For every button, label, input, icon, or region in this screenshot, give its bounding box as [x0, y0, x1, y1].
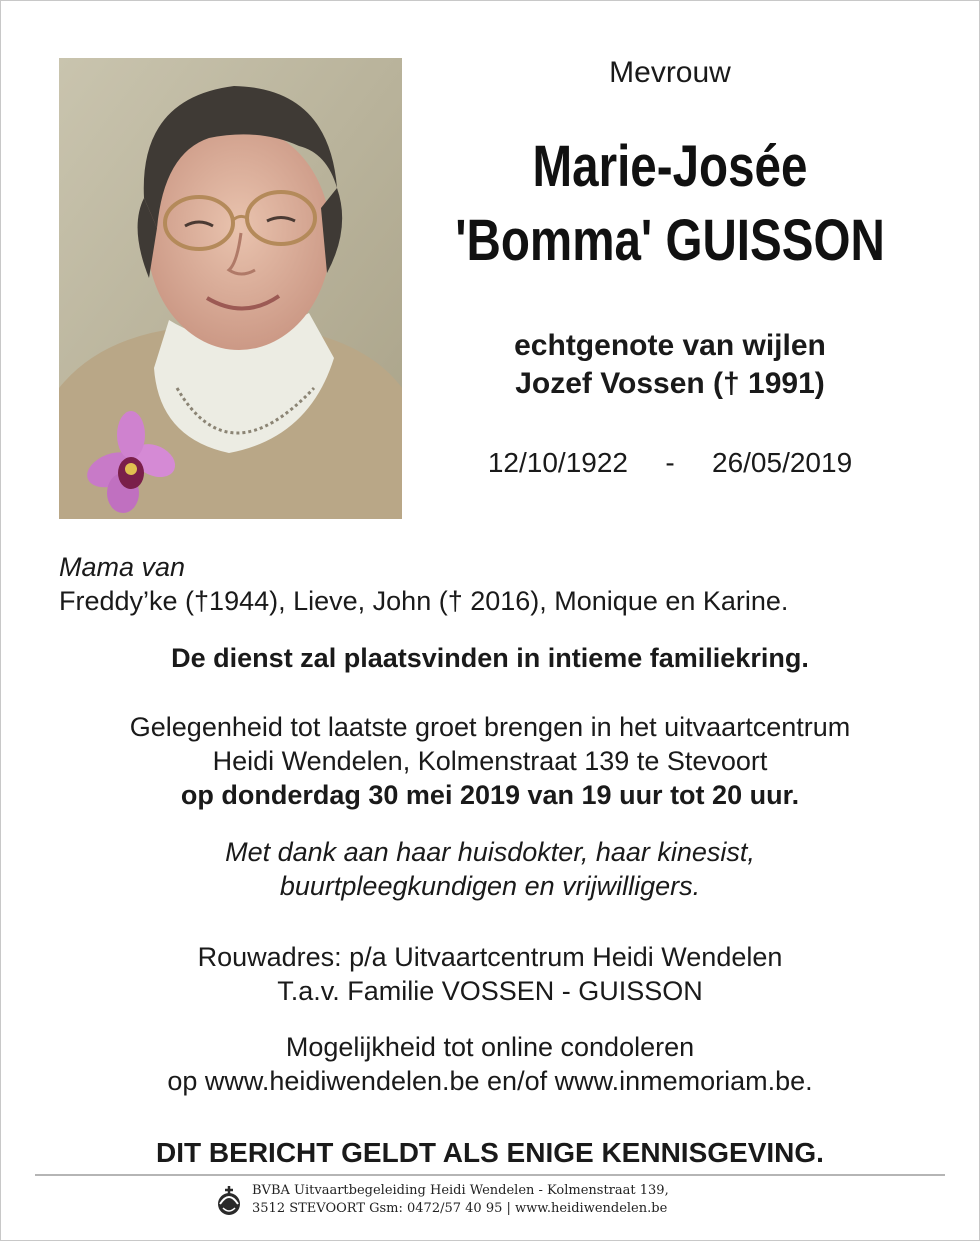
online-line-1: Mogelijkheid tot online condoleren [285, 1032, 695, 1062]
thanks-line-2: buurtpleegkundigen en vrijwilligers. [279, 871, 701, 901]
visitation-line-2: Heidi Wendelen, Kolmenstraat 139 te Stevoort [212, 746, 768, 776]
spouse-line-2: Jozef Vossen († 1991) [515, 367, 825, 400]
name-line-1: Marie-Josée [532, 134, 808, 199]
online-condolence [0, 1030, 980, 1098]
spouse-line-1: echtgenote van wijlen [514, 329, 826, 362]
address-line-2: T.a.v. Familie VOSSEN - GUISSON [277, 976, 703, 1006]
footer-divider [35, 1174, 945, 1176]
spouse-info [410, 327, 930, 403]
children-list: Freddy’ke (†1944), Lieve, John († 2016), Monique en Karine. [59, 586, 789, 616]
deceased-name [416, 130, 924, 278]
family-label: Mama van [59, 552, 186, 582]
life-dates [410, 445, 930, 481]
visitation-line-1: Gelegenheid tot laatste groet brengen in het uitvaartcentrum [129, 712, 851, 742]
thanks-note [0, 835, 980, 903]
death-date: 26/05/2019 [712, 447, 853, 478]
footer-line-2: 3512 STEVOORT Gsm: 0472/57 40 95 | www.heidiwendelen.be [252, 1201, 668, 1216]
mourning-address [0, 940, 980, 1008]
official-notice: DIT BERICHT GELDT ALS ENIGE KENNISGEVING. [156, 1137, 824, 1168]
online-line-2: op www.heidiwendelen.be en/of www.inmemoriam.be. [167, 1066, 813, 1096]
family-section [59, 550, 939, 618]
service-notice: De dienst zal plaatsvinden in intieme familiekring. [171, 643, 809, 673]
thanks-line-1: Met dank aan haar huisdokter, haar kinesist, [225, 837, 755, 867]
footer [214, 1182, 774, 1222]
address-line-1: Rouwadres: p/a Uitvaartcentrum Heidi Wendelen [197, 942, 783, 972]
funeral-home-logo-icon [214, 1184, 244, 1218]
visitation-line-3: op donderdag 30 mei 2019 van 19 uur tot 20 uur. [180, 780, 800, 810]
portrait-photo [59, 58, 402, 519]
footer-text [252, 1182, 669, 1218]
name-line-2: 'Bomma' GUISSON [455, 208, 885, 273]
birth-date: 12/10/1922 [487, 447, 628, 478]
visitation-info [0, 710, 980, 812]
date-separator: - [665, 447, 675, 478]
footer-line-1: BVBA Uitvaartbegeleiding Heidi Wendelen - Kolmenstraat 139, [252, 1183, 669, 1198]
salutation: Mevrouw [609, 56, 731, 89]
